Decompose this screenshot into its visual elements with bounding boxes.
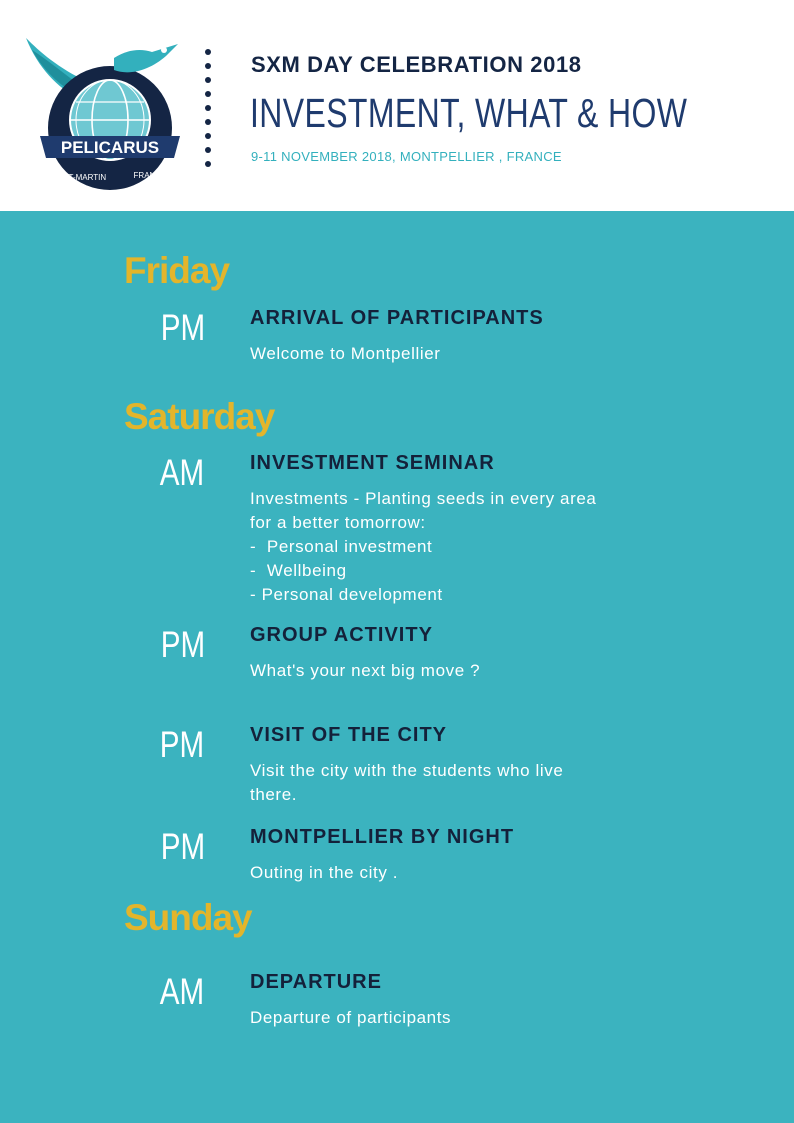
logo-tagline-text: SAINT-MARTIN [49,173,107,182]
event-title-departure: DEPARTURE [250,971,382,993]
event-label: SXM DAY CELEBRATION 2018 [251,52,582,77]
description-line: Investments - Planting seeds in every area [250,489,597,508]
description-line: Departure of participants [250,1008,452,1027]
event-description-group-activity [250,659,680,683]
event-description-arrival [250,342,680,366]
time-label: PM [160,307,206,348]
event-description-investment-seminar [250,487,680,607]
event-title-group-activity: GROUP ACTIVITY [250,624,433,646]
event-title-visit-city: VISIT OF THE CITY [250,724,448,746]
description-line: Welcome to Montpellier [250,344,441,363]
event-description-visit-city [250,759,680,807]
time-label: AM [159,452,205,493]
description-bullet: - Wellbeing [250,561,347,580]
date-location: 9-11 NOVEMBER 2018, MONTPELLIER , FRANCE [251,149,562,164]
time-label: AM [159,971,205,1012]
event-description-montpellier-night [250,861,680,885]
event-description-departure [250,1006,680,1030]
description-bullet: - Personal development [250,585,443,604]
event-title-investment-seminar: INVESTMENT SEMINAR [250,452,495,474]
time-label: PM [160,624,206,665]
time-label: PM [159,724,205,765]
logo-name-text: PELICARUS [60,138,160,157]
description-line: Visit the city with the students who live [250,761,564,780]
description-line: Outing in the city . [250,863,399,882]
event-title-arrival: ARRIVAL OF PARTICIPANTS [250,307,544,329]
page-title: INVESTMENT, WHAT & HOW [250,90,688,136]
description-line: for a better tomorrow: [250,513,426,532]
day-heading-friday: Friday [124,250,230,291]
day-heading-sunday: Sunday [124,897,252,938]
header [0,0,794,211]
event-title-montpellier-night: MONTPELLIER BY NIGHT [250,826,515,848]
description-line: there. [250,785,298,804]
schedule-panel [0,211,794,1123]
dot-divider [205,49,213,165]
description-line: What's your next big move ? [250,661,481,680]
day-heading-saturday: Saturday [124,396,275,437]
description-bullet: - Personal investment [250,537,433,556]
pelicarus-logo [18,30,190,190]
time-label: PM [160,826,206,867]
logo-country-text: FRANCE [133,171,167,180]
